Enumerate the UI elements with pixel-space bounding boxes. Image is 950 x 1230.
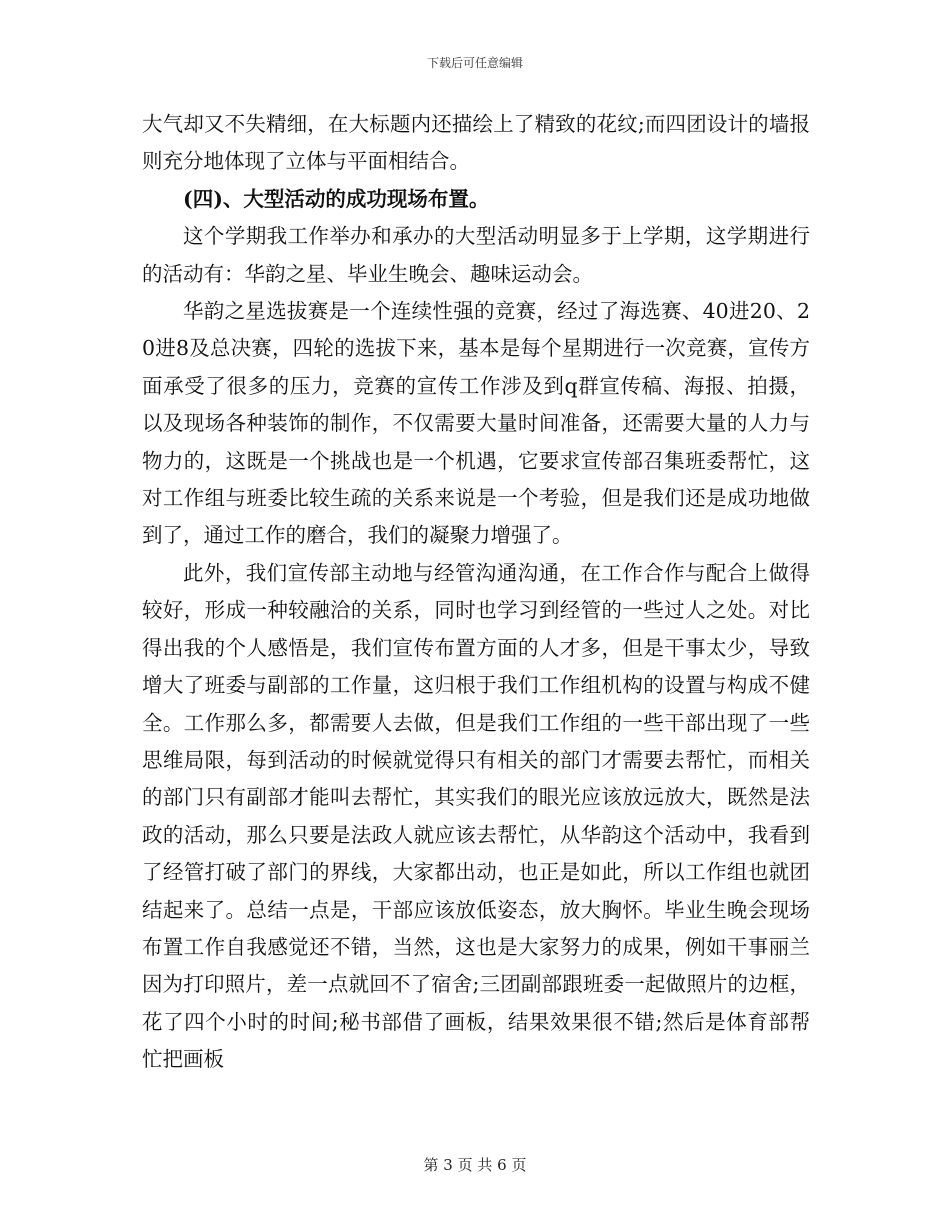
document-body <box>142 106 810 1079</box>
paragraph: 华韵之星选拔赛是一个连续性强的竞赛，经过了海选赛、40进20、20进8及总决赛，四轮的选拔下来，基本是每个星期进行一次竞赛，宣传方面承受了很多的压力，竞赛的宣传工作涉及到q群宣传稿、海报、拍摄，以及现场各种装饰的制作，不仅需要大量时间准备，还需要大量的人力与物力的，这既是一个挑战也是一个机遇，它要求宣传部召集班委帮忙，这对工作组与班委比较生疏的关系来说是一个考验，但是我们还是成功地做到了，通过工作的磨合，我们的凝聚力增强了。 <box>142 299 810 548</box>
page-header: 下载后可任意编辑 <box>426 56 523 70</box>
paragraph: 这个学期我工作举办和承办的大型活动明显多于上学期，这学期进行的活动有：华韵之星、毕业生晚会、趣味运动会。 <box>142 224 810 286</box>
paragraph-continuation: 大气却又不失精细，在大标题内还描绘上了精致的花纹;而四团设计的墙报则充分地体现了立体与平面相结合。 <box>142 112 810 174</box>
page-number: 第 3 页 共 6 页 <box>423 1156 527 1174</box>
section-heading: (四)、大型活动的成功现场布置。 <box>183 186 490 211</box>
paragraph: 此外，我们宣传部主动地与经管沟通沟通，在工作合作与配合上做得较好，形成一种较融洽的关系，同时也学习到经管的一些过人之处。对比得出我的个人感悟是，我们宣传布置方面的人才多，但是干事太少，导致增大了班委与副部的工作量，这归根于我们工作组机构的设置与构成不健全。工作那么多，都需要人去做，但是我们工作组的一些干部出现了一些思维局限，每到活动的时候就觉得只有相关的部门才需要去帮忙，而相关的部门只有副部才能叫去帮忙，其实我们的眼光应该放远放大，既然是法政的活动，那么只要是法政人就应该去帮忙，从华韵这个活动中，我看到了经管打破了部门的界线，大家都出动，也正是如此，所以工作组也就团结起来了。总结一点是，干部应该放低姿态，放大胸怀。毕业生晚会现场布置工作自我感觉还不错，当然，这也是大家努力的成果，例如干事丽兰因为打印照片，差一点就回不了宿舍;三团副部跟班委一起做照片的边框，花了四个小时的时间;秘书部借了画板，结果效果很不错;然后是体育部帮忙把画板 <box>142 560 810 1072</box>
